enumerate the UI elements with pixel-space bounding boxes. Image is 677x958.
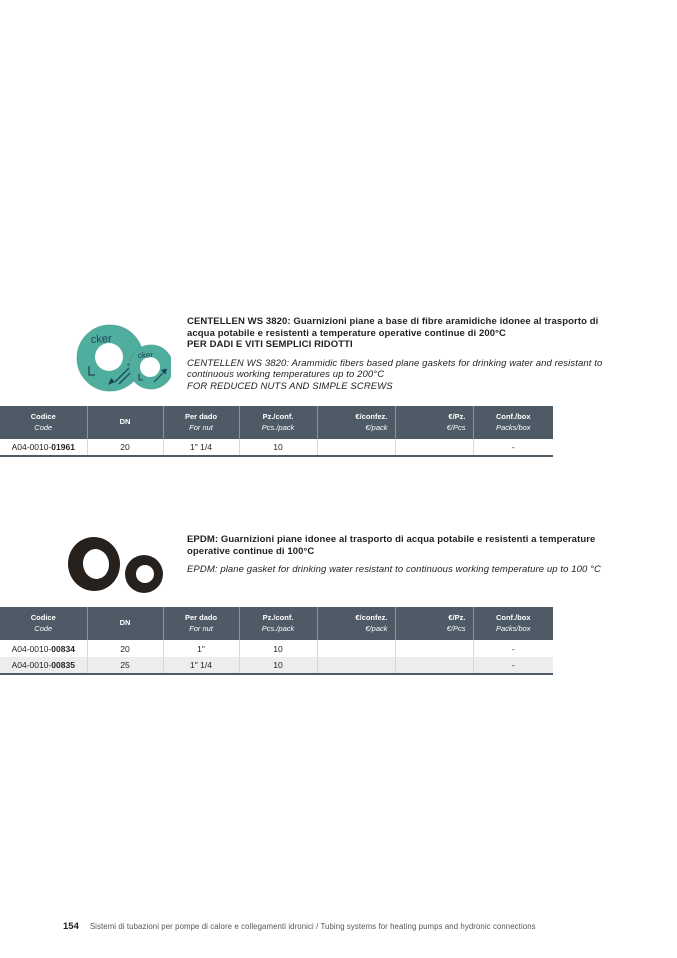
svg-text:cker: cker <box>137 350 154 360</box>
header-label: Codice <box>30 613 56 622</box>
header-label: DN <box>119 417 131 427</box>
code-suffix: 00834 <box>51 643 75 654</box>
cell-code <box>0 640 87 657</box>
header-label: Conf./box <box>495 412 531 421</box>
header-label: Pz./conf. <box>262 613 294 622</box>
header-label-en: Packs/box <box>495 422 531 432</box>
header-label-en: €/Pcs <box>446 623 466 633</box>
column-header-packs_box <box>473 406 553 439</box>
table-body <box>0 640 553 674</box>
cell-dn: 20 <box>87 640 163 657</box>
page-number: 154 <box>63 921 79 932</box>
centellen-price-table <box>0 406 553 457</box>
column-header-eur_pcs <box>395 607 473 640</box>
header-label-en: Packs/box <box>495 623 531 633</box>
header-label: Conf./box <box>495 613 531 622</box>
cell-for_nut: 1" 1/4 <box>163 439 239 456</box>
centellen-title-en: CENTELLEN WS 3820: Arammidic fibers based plane gaskets for drinking water and resistant to continuous working temperatures up to 200°C <box>187 357 603 380</box>
centellen-gaskets-image <box>75 320 171 401</box>
header-label: €/Pz. <box>448 412 466 421</box>
header-label: Per dado <box>184 412 218 421</box>
cell-eur_pcs <box>395 439 473 456</box>
epdm-title-it: EPDM: Guarnizioni piane idonee al trasporto di acqua potabile e resistenti a temperature operative continue di 100°C <box>187 534 596 557</box>
cell-for_nut: 1" <box>163 640 239 657</box>
table-row <box>0 439 553 456</box>
column-header-code <box>0 607 87 640</box>
cell-code <box>0 657 87 674</box>
table-body <box>0 439 553 456</box>
cell-packs_box: - <box>473 640 553 657</box>
column-header-pcs_pack <box>239 607 317 640</box>
cell-pcs_pack: 10 <box>239 657 317 674</box>
header-label: DN <box>119 618 131 628</box>
cell-for_nut: 1" 1/4 <box>163 657 239 674</box>
cell-eur_pcs <box>395 657 473 674</box>
cell-packs_box: - <box>473 439 553 456</box>
code-suffix: 01961 <box>51 442 75 452</box>
table-row <box>0 640 553 657</box>
cell-dn: 25 <box>87 657 163 674</box>
column-header-dn <box>87 607 163 640</box>
spacer <box>187 557 617 564</box>
table-row <box>0 657 553 674</box>
centellen-subtitle-en: FOR REDUCED NUTS AND SIMPLE SCREWS <box>187 380 393 392</box>
header-label-en: For nut <box>189 422 213 432</box>
column-header-for_nut <box>163 406 239 439</box>
table-header <box>0 607 553 640</box>
cell-pcs_pack: 10 <box>239 439 317 456</box>
header-label: €/confez. <box>355 613 388 622</box>
spacer <box>187 351 617 358</box>
cell-eur_pack <box>317 439 395 456</box>
code-prefix: A04-0010- <box>11 660 52 670</box>
column-header-packs_box <box>473 607 553 640</box>
header-label: Codice <box>30 412 56 421</box>
cell-eur_pack <box>317 657 395 674</box>
teal-gasket-illustration <box>75 320 171 396</box>
column-header-pcs_pack <box>239 406 317 439</box>
cell-eur_pcs <box>395 640 473 657</box>
centellen-description <box>187 316 617 392</box>
column-header-dn <box>87 406 163 439</box>
header-label: €/confez. <box>355 412 388 421</box>
header-label-en: Code <box>34 422 53 432</box>
header-label: Pz./conf. <box>262 412 294 421</box>
header-label: Per dado <box>184 613 218 622</box>
epdm-title-en: EPDM: plane gasket for drinking water resistant to continuous working temperature up to 100 °C <box>187 564 601 575</box>
cell-pcs_pack: 10 <box>239 640 317 657</box>
header-label-en: Pcs./pack <box>261 623 295 633</box>
header-label-en: €/pack <box>365 422 388 432</box>
header-row <box>0 406 553 439</box>
centellen-title-it: CENTELLEN WS 3820: Guarnizioni piane a base di fibre aramidiche idonee al trasporto di acqua potabile e resistenti a temperature operative continue di 200°C <box>187 316 599 339</box>
cell-eur_pack <box>317 640 395 657</box>
header-label-en: Code <box>34 623 53 633</box>
cell-packs_box: - <box>473 657 553 674</box>
cell-dn: 20 <box>87 439 163 456</box>
column-header-eur_pack <box>317 406 395 439</box>
header-label-en: €/Pcs <box>446 422 466 432</box>
table-header <box>0 406 553 439</box>
epdm-description <box>187 534 617 576</box>
header-label-en: €/pack <box>365 623 388 633</box>
column-header-eur_pack <box>317 607 395 640</box>
cell-code <box>0 439 87 456</box>
svg-text:cker: cker <box>90 332 112 346</box>
centellen-subtitle-it: PER DADI E VITI SEMPLICI RIDOTTI <box>187 339 353 350</box>
column-header-for_nut <box>163 607 239 640</box>
page-footer <box>63 921 616 932</box>
code-prefix: A04-0010- <box>11 643 52 654</box>
epdm-gaskets-image <box>66 536 168 601</box>
header-row <box>0 607 553 640</box>
footer-text: Sistemi di tubazioni per pompe di calore e collegamenti idronici / Tubing systems for heating pumps and hydronic connections <box>89 922 536 931</box>
header-label-en: Pcs./pack <box>261 422 295 432</box>
header-label: €/Pz. <box>448 613 466 622</box>
column-header-code <box>0 406 87 439</box>
black-gasket-illustration <box>66 536 168 596</box>
column-header-eur_pcs <box>395 406 473 439</box>
code-prefix: A04-0010- <box>11 442 52 452</box>
code-suffix: 00835 <box>51 660 75 670</box>
epdm-price-table <box>0 607 553 675</box>
header-label-en: For nut <box>189 623 213 633</box>
